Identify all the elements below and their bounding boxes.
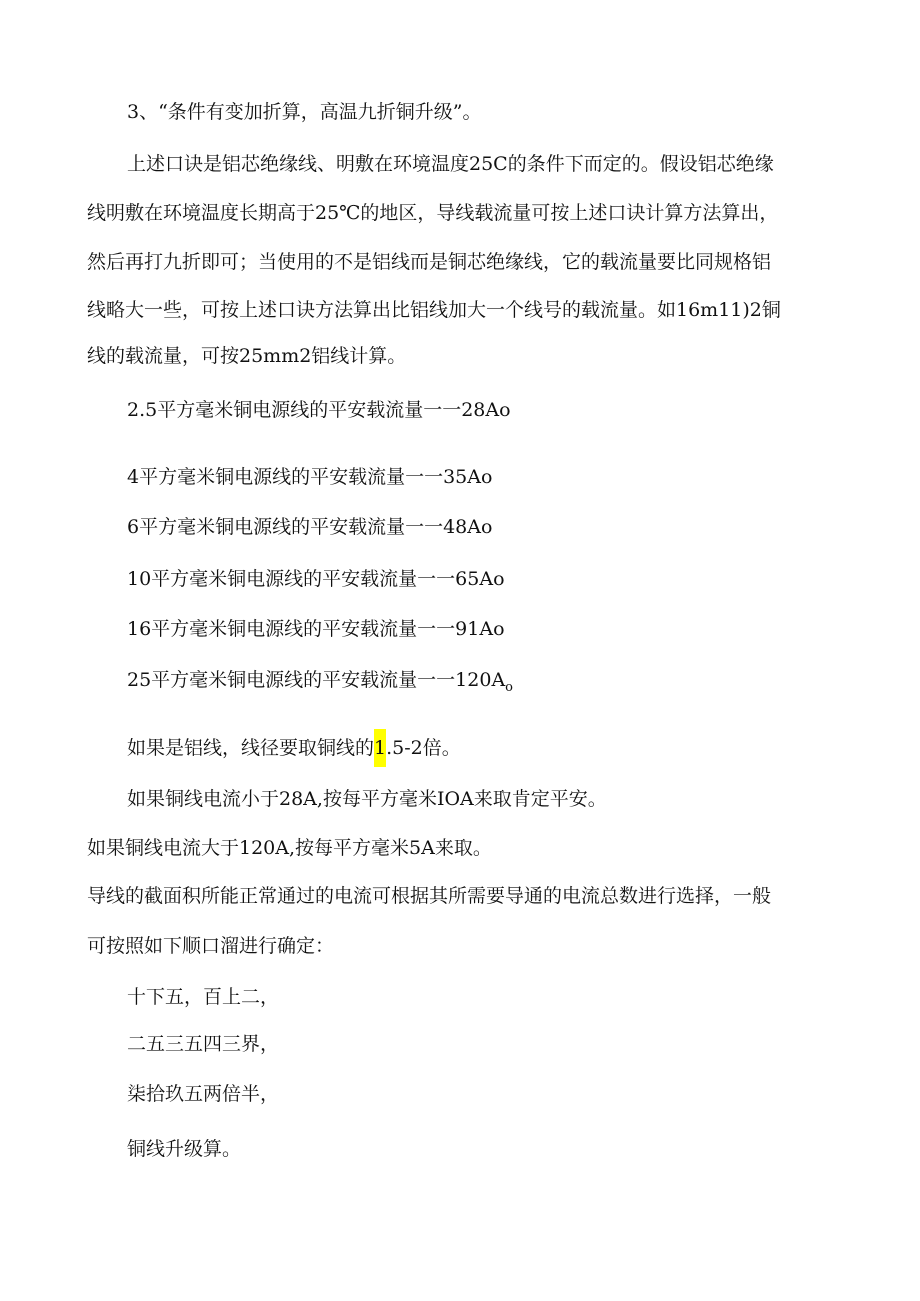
list-item: 4平方毫米铜电源线的平安载流量一一35Ao bbox=[127, 466, 493, 488]
verse-line: 二五三五四三界， bbox=[127, 1033, 280, 1055]
verse-line: 十下五，百上二， bbox=[127, 986, 280, 1008]
list-item: 2.5平方毫米铜电源线的平安载流量一一28Ao bbox=[127, 399, 511, 421]
list-item: 6平方毫米铜电源线的平安载流量一一48Ao bbox=[127, 516, 493, 538]
list-item-text: 25平方毫米铜电源线的平安载流量一一120A bbox=[127, 669, 506, 691]
aluminum-rule-line bbox=[127, 735, 461, 761]
list-item bbox=[127, 667, 513, 701]
highlight-mark: 1 bbox=[374, 729, 386, 767]
rule-line: 如果铜线电流小于28A,按每平方毫米IOA来取肯定平安。 bbox=[127, 788, 607, 810]
paragraph-line: 线明敷在环境温度长期高于25℃的地区，导线载流量可按上述口诀计算方法算出， bbox=[87, 202, 779, 224]
rule-line: 如果铜线电流大于120A,按每平方毫米5A来取。 bbox=[87, 837, 492, 859]
list-item: 16平方毫米铜电源线的平安载流量一一91Ao bbox=[127, 618, 505, 640]
paragraph-line: 导线的截面积所能正常通过的电流可根据其所需要导通的电流总数进行选择，一般 bbox=[87, 885, 772, 907]
paragraph-line: 线的载流量，可按25mm2铝线计算。 bbox=[87, 345, 407, 367]
verse-line: 柒拾玖五两倍半， bbox=[127, 1083, 280, 1105]
paragraph-line: 线略大一些，可按上述口诀方法算出比铝线加大一个线号的载流量。如16m11)2铜 bbox=[87, 299, 781, 321]
heading-line: 3、“条件有变加折算，高温九折铜升级”。 bbox=[127, 101, 482, 123]
paragraph-line: 然后再打九折即可；当使用的不是铝线而是铜芯绝缘线，它的载流量要比同规格铝 bbox=[87, 251, 772, 273]
list-item-subscript: o bbox=[505, 680, 513, 695]
paragraph-line: 上述口诀是铝芯绝缘线、明敷在环境温度25C的条件下而定的。假设铝芯绝缘 bbox=[127, 153, 774, 175]
paragraph-line: 可按照如下顺口溜进行确定： bbox=[87, 935, 335, 957]
aluminum-rule-text-end: .5-2倍。 bbox=[386, 737, 461, 759]
verse-line: 铜线升级算。 bbox=[127, 1138, 242, 1160]
list-item: 10平方毫米铜电源线的平安载流量一一65Ao bbox=[127, 568, 505, 590]
aluminum-rule-text: 如果是铝线，线径要取铜线的 bbox=[127, 737, 375, 759]
